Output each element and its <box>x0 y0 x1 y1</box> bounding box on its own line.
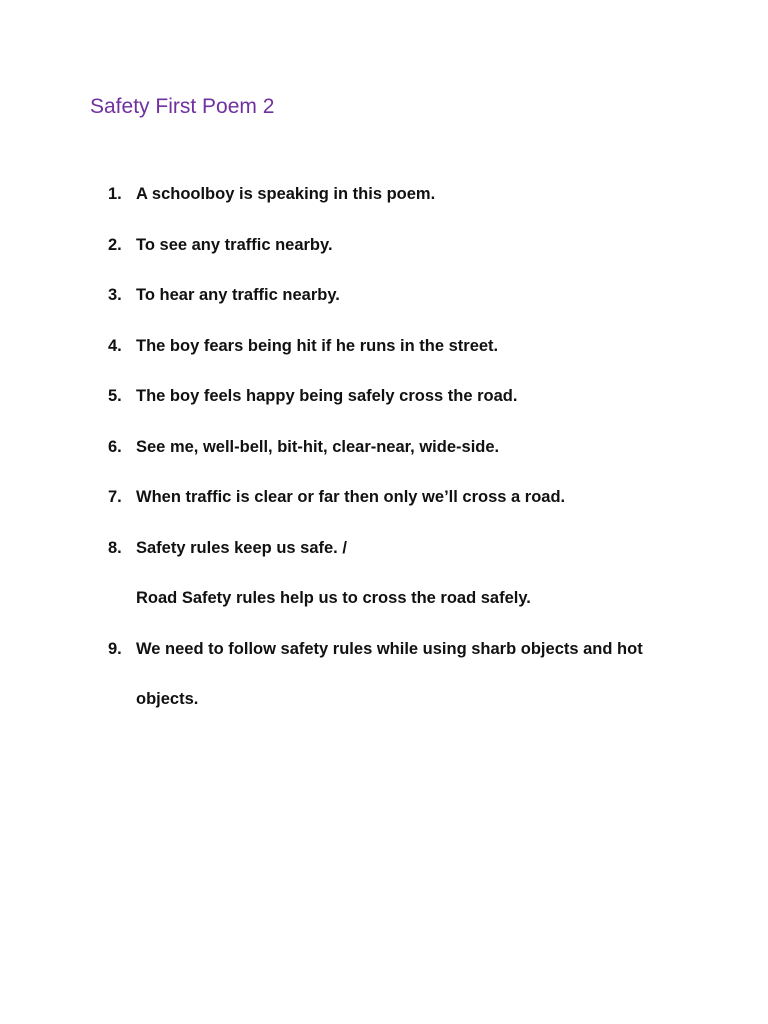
answer-number: 1. <box>108 185 122 203</box>
answer-item-6 <box>108 435 728 460</box>
answer-text: To hear any traffic nearby. <box>136 286 340 304</box>
page-title: Safety First Poem 2 <box>90 95 275 118</box>
answer-text: Safety rules keep us safe. / <box>136 538 347 557</box>
answer-item-7 <box>108 485 728 510</box>
answer-number: 5. <box>108 387 122 405</box>
answer-text: When traffic is clear or far then only we’ll cross a road. <box>136 488 566 506</box>
answer-number: 3. <box>108 286 122 304</box>
answer-number: 2. <box>108 235 122 254</box>
answer-text: The boy feels happy being safely cross the road. <box>136 387 518 405</box>
answer-item-1 <box>108 182 728 207</box>
answer-number: 8. <box>108 538 122 557</box>
answer-number: 4. <box>108 336 122 355</box>
answer-list <box>108 182 728 738</box>
answer-item-4 <box>108 334 728 359</box>
answer-item-5 <box>108 384 728 409</box>
answer-number: 6. <box>108 437 122 456</box>
answer-item-8 <box>108 536 728 612</box>
answer-text: The boy fears being hit if he runs in the street. <box>136 336 499 355</box>
answer-text: We need to follow safety rules while using sharb objects and hot <box>136 639 643 658</box>
answer-text: A schoolboy is speaking in this poem. <box>136 185 436 203</box>
answer-text: See me, well-bell, bit-hit, clear-near, wide-side. <box>136 437 500 456</box>
answer-number: 9. <box>108 639 122 658</box>
answer-text-continuation: Road Safety rules help us to cross the road safely. <box>136 589 531 607</box>
answer-item-3 <box>108 283 728 308</box>
answer-item-2 <box>108 233 728 258</box>
answer-text: To see any traffic nearby. <box>136 235 333 254</box>
answer-text-continuation: objects. <box>136 690 199 708</box>
answer-item-9 <box>108 637 728 713</box>
answer-number: 7. <box>108 488 122 506</box>
